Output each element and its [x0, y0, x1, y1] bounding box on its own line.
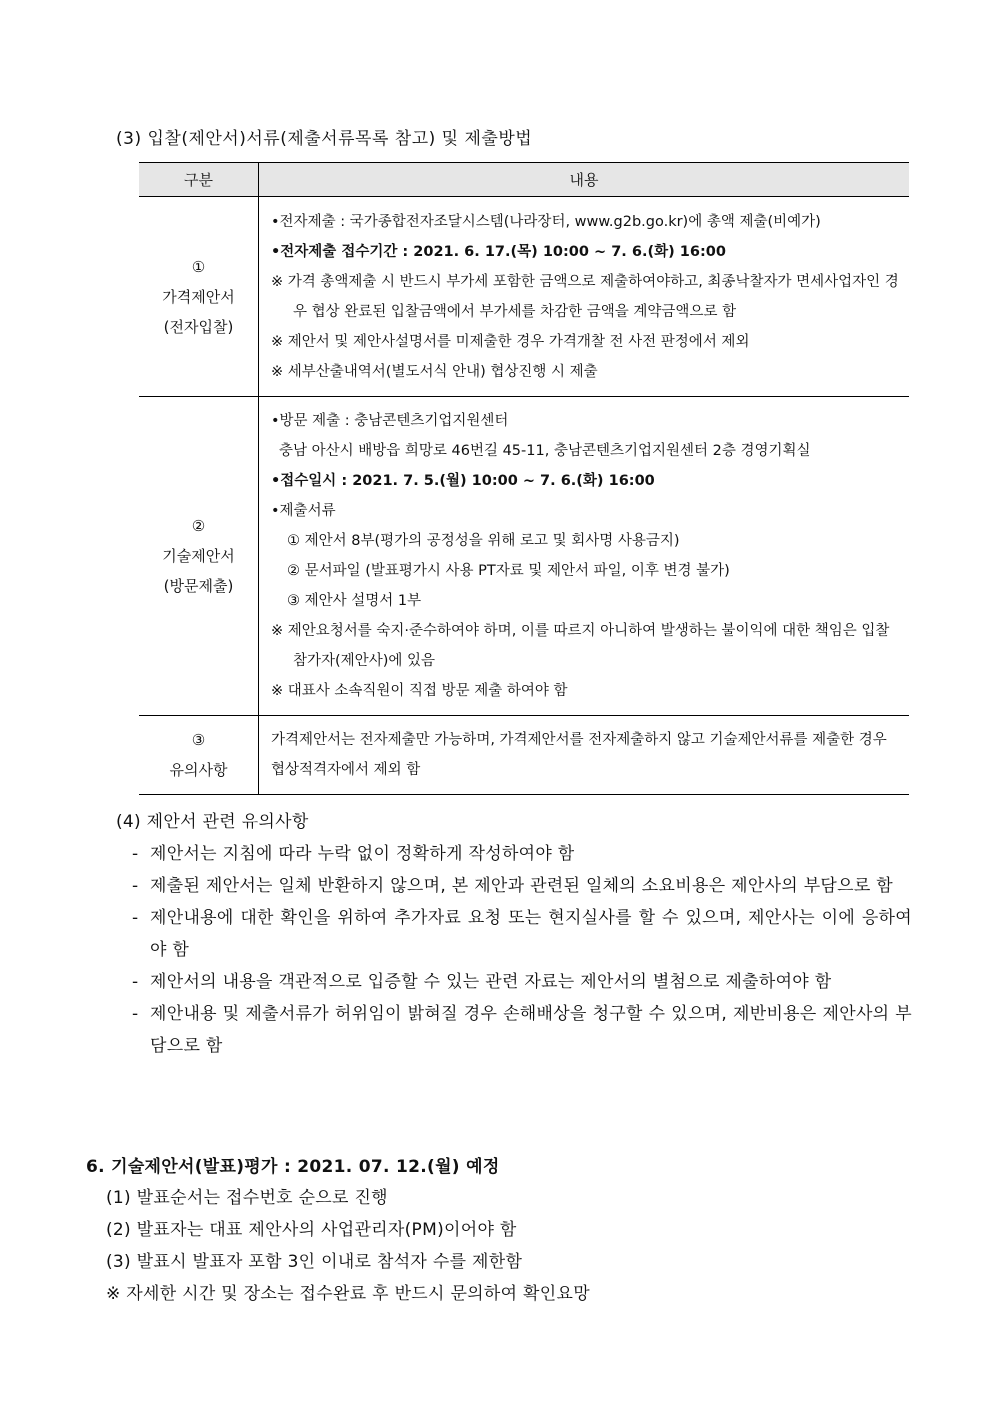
list-item: (1) 발표순서는 접수번호 순으로 진행	[106, 1188, 388, 1208]
row-content: 가격제안서는 전자제출만 가능하며, 가격제안서를 전자제출하지 않고 기술제안서류를 제출한 경우 협상적격자에서 제외 함	[259, 716, 910, 795]
section-4	[116, 806, 912, 1062]
category-label: 가격제안서	[162, 287, 235, 306]
content-line: 충남 아산시 배방읍 희망로 46번길 45-11, 충남콘텐츠기업지원센터 2층 경영기획실	[279, 443, 811, 459]
category-label: 기술제안서	[162, 547, 235, 565]
content-note: ※ 세부산출내역서(별도서식 안내) 협상진행 시 제출	[271, 363, 598, 380]
list-item-text: 제안서의 내용을 객관적으로 입증할 수 있는 관련 자료는 제안서의 별첨으로 제출하여야 함	[150, 972, 832, 992]
category-number: ①	[191, 257, 206, 276]
content-line: ③ 제안사 설명서 1부	[287, 593, 422, 609]
content-line: ② 문서파일 (발표평가시 사용 PT자료 및 제안서 파일, 이후 변경 불가)	[287, 563, 730, 579]
row-category	[139, 197, 259, 397]
list-item: ※ 자세한 시간 및 장소는 접수완료 후 반드시 문의하여 확인요망	[106, 1284, 590, 1304]
row-content	[259, 397, 910, 716]
content-note: ※ 대표사 소속직원이 직접 방문 제출 하여야 함	[271, 683, 568, 699]
dash-marker: -	[132, 1004, 139, 1024]
category-method: (방문제출)	[163, 577, 234, 595]
table-row	[139, 397, 909, 716]
header-content: 내용	[259, 163, 910, 197]
list-item	[116, 838, 912, 870]
list-item-text: 제출된 제안서는 일체 반환하지 않으며, 본 제안과 관련된 일체의 소요비용은 제안사의 부담으로 함	[150, 876, 894, 896]
row-category	[139, 716, 259, 795]
section-3-title: (3) 입찰(제안서)서류(제출서류목록 참고) 및 제출방법	[116, 129, 533, 149]
list-item-text: 제안내용에 대한 확인을 위하여 추가자료 요청 또는 현지실사를 할 수 있으며, 제안사는 이에 응하여야 함	[150, 908, 912, 960]
submission-table	[139, 162, 909, 795]
list-item	[116, 966, 912, 998]
list-item	[116, 902, 912, 966]
table-header-row	[139, 163, 909, 197]
content-line: ① 제안서 8부(평가의 공정성을 위해 로고 및 회사명 사용금지)	[287, 533, 680, 549]
category-number: ②	[191, 517, 206, 535]
content-line: •제출서류	[271, 503, 336, 519]
list-item-text: 제안내용 및 제출서류가 허위임이 밝혀질 경우 손해배상을 청구할 수 있으며, 제반비용은 제안사의 부담으로 함	[150, 1004, 912, 1056]
row-content	[259, 197, 910, 397]
content-line: •방문 제출 : 충남콘텐츠기업지원센터	[271, 413, 509, 429]
content-line: •접수일시 : 2021. 7. 5.(월) 10:00 ~ 7. 6.(화) 16:00	[271, 473, 655, 489]
table-row	[139, 716, 909, 795]
content-line: •전자제출 접수기간 : 2021. 6. 17.(목) 10:00 ~ 7. 6.(화) 16:00	[271, 243, 726, 260]
section-6-title: 6. 기술제안서(발표)평가 : 2021. 07. 12.(월) 예정	[86, 1157, 500, 1177]
content-note: ※ 제안서 및 제안사설명서를 미제출한 경우 가격개찰 전 사전 판정에서 제외	[271, 333, 750, 350]
content-note: ※ 가격 총액제출 시 반드시 부가세 포함한 금액으로 제출하여야하고, 최종낙찰자가 면세사업자인 경우 협상 완료된 입찰금액에서 부가세를 차감한 금액을 계약금액으로 함	[271, 273, 899, 320]
dash-marker: -	[132, 908, 139, 928]
content-note: ※ 제안요청서를 숙지·준수하여야 하며, 이를 따르지 아니하여 발생하는 불이익에 대한 책임은 입찰참가자(제안사)에 있음	[271, 623, 890, 669]
category-method: (전자입찰)	[163, 317, 234, 336]
list-item-text: 제안서는 지침에 따라 누락 없이 정확하게 작성하여야 함	[150, 844, 575, 864]
dash-marker: -	[132, 972, 139, 992]
list-item: (2) 발표자는 대표 제안사의 사업관리자(PM)이어야 함	[106, 1220, 517, 1240]
table-row	[139, 197, 909, 397]
content-line: •전자제출 : 국가종합전자조달시스템(나라장터, www.g2b.go.kr)에 총액 제출(비예가)	[271, 213, 821, 230]
row-category	[139, 397, 259, 716]
list-item	[116, 870, 912, 902]
list-item: (3) 발표시 발표자 포함 3인 이내로 참석자 수를 제한함	[106, 1252, 523, 1272]
section-4-title: (4) 제안서 관련 유의사항	[116, 812, 309, 832]
list-item	[116, 998, 912, 1062]
dash-marker: -	[132, 876, 139, 896]
header-category: 구분	[139, 163, 259, 197]
dash-marker: -	[132, 844, 139, 864]
category-number: ③	[191, 731, 206, 749]
category-label: 유의사항	[169, 761, 228, 779]
section-6	[86, 1152, 590, 1310]
